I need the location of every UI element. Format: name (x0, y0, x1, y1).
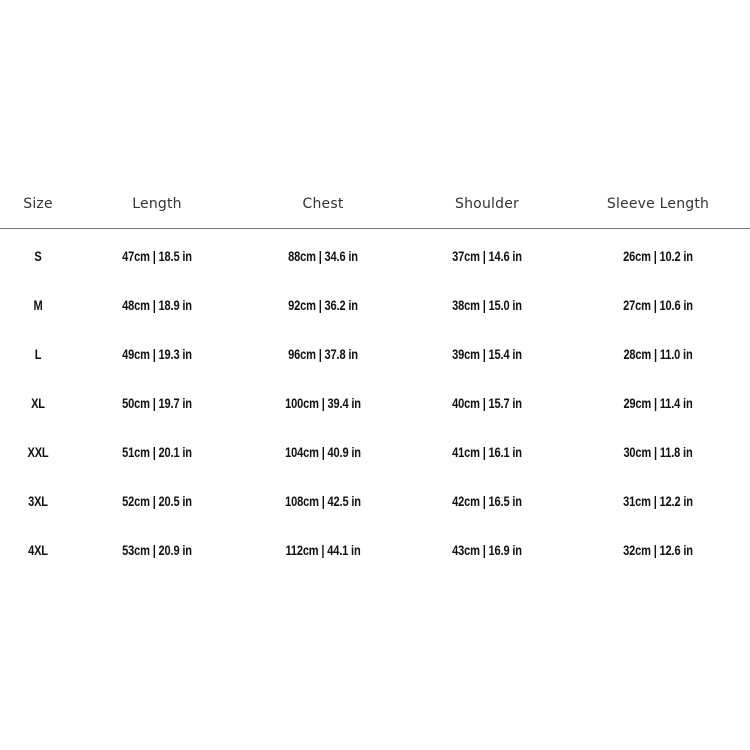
cell-sleeve-length: 31cm | 12.2 in (623, 494, 693, 509)
cell-length: 50cm | 19.7 in (122, 396, 192, 411)
cell-sleeve-length: 30cm | 11.8 in (623, 445, 693, 460)
cell-shoulder: 40cm | 15.7 in (452, 396, 522, 411)
cell-sleeve-length: 27cm | 10.6 in (623, 298, 693, 313)
cell-chest: 108cm | 42.5 in (285, 494, 361, 509)
cell-shoulder: 43cm | 16.9 in (452, 543, 522, 558)
size-chart-table (0, 180, 750, 574)
cell-shoulder: 38cm | 15.0 in (452, 298, 522, 313)
cell-size: XXL (27, 445, 49, 460)
header-length: Length (132, 196, 182, 212)
table-header-row (0, 180, 750, 229)
cell-sleeve-length: 26cm | 10.2 in (623, 249, 693, 264)
cell-length: 47cm | 18.5 in (122, 249, 192, 264)
table-row (0, 378, 750, 427)
cell-length: 49cm | 19.3 in (122, 347, 192, 362)
cell-chest: 104cm | 40.9 in (285, 445, 361, 460)
cell-shoulder: 37cm | 14.6 in (452, 249, 522, 264)
cell-size: L (34, 347, 42, 362)
cell-sleeve-length: 32cm | 12.6 in (623, 543, 693, 558)
cell-length: 53cm | 20.9 in (122, 543, 192, 558)
table-row (0, 476, 750, 525)
cell-sleeve-length: 28cm | 11.0 in (623, 347, 693, 362)
header-shoulder: Shoulder (455, 196, 519, 212)
table-row (0, 427, 750, 476)
table-row (0, 231, 750, 280)
header-sleeve-length: Sleeve Length (606, 196, 710, 212)
cell-chest: 92cm | 36.2 in (288, 298, 358, 313)
header-chest: Chest (302, 196, 344, 212)
table-row (0, 525, 750, 574)
cell-shoulder: 39cm | 15.4 in (452, 347, 522, 362)
cell-size: M (33, 298, 43, 313)
cell-size: 3XL (28, 494, 48, 509)
header-size: Size (23, 196, 53, 212)
table-body (0, 229, 750, 574)
cell-chest: 88cm | 34.6 in (288, 249, 358, 264)
cell-shoulder: 42cm | 16.5 in (452, 494, 522, 509)
cell-size: S (34, 249, 42, 264)
table-row (0, 329, 750, 378)
cell-size: 4XL (28, 543, 48, 558)
cell-chest: 112cm | 44.1 in (285, 543, 361, 558)
cell-length: 48cm | 18.9 in (122, 298, 192, 313)
cell-sleeve-length: 29cm | 11.4 in (623, 396, 693, 411)
table-row (0, 280, 750, 329)
cell-chest: 96cm | 37.8 in (288, 347, 358, 362)
cell-chest: 100cm | 39.4 in (285, 396, 361, 411)
cell-length: 51cm | 20.1 in (122, 445, 192, 460)
cell-size: XL (31, 396, 45, 411)
cell-length: 52cm | 20.5 in (122, 494, 192, 509)
cell-shoulder: 41cm | 16.1 in (452, 445, 522, 460)
